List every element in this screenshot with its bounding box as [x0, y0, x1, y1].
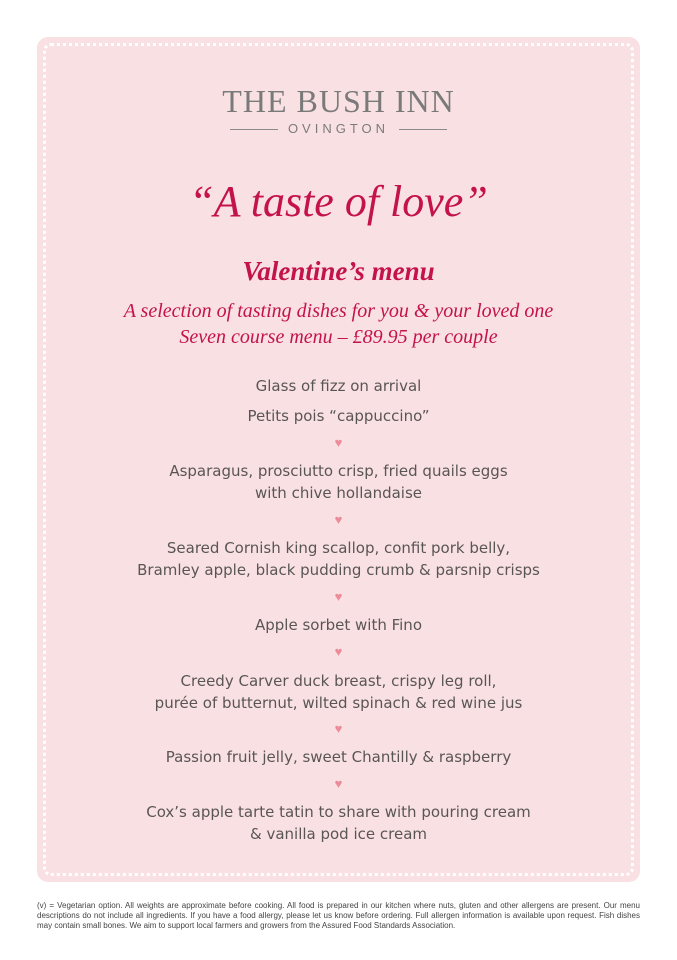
- headline: “A taste of love”: [189, 177, 488, 226]
- logo-place: OVINGTON: [287, 121, 390, 136]
- menu-item-asparagus: [37, 460, 640, 504]
- heart-icon: ♥: [334, 721, 343, 736]
- tagline-line-2: Seven course menu – £89.95 per couple: [179, 326, 498, 348]
- menu-item-line: Petits pois “cappuccino”: [247, 407, 430, 425]
- logo-rule-right: [399, 129, 447, 130]
- logo-rule-left: [230, 129, 278, 130]
- allergen-footnote: (v) = Vegetarian option. All weights are approximate before cooking. All food is prepared in our kitchen where nuts, gluten and other allergens are present. Our menu descriptions do not include all ingredients. If you have a food allergy, please let us know before ordering. Full allergen information is available upon request. Fish dishes may contain small bones. We aim to support local farmers and growers from the Assured Food Standards Association.: [37, 901, 640, 930]
- menu-item-line: Asparagus, prosciutto crisp, fried quails eggs: [169, 462, 508, 480]
- menu-item-line: Creedy Carver duck breast, crispy leg roll,: [180, 672, 497, 690]
- logo: [37, 83, 640, 137]
- menu-item-line: Glass of fizz on arrival: [255, 377, 422, 395]
- menu-item-line: purée of butternut, wilted spinach & red wine jus: [154, 694, 523, 712]
- logo-subline: [37, 121, 640, 137]
- menu-item-duck: [37, 670, 640, 714]
- logo-name: THE BUSH INN: [222, 83, 455, 119]
- menu-item-line: Passion fruit jelly, sweet Chantilly & raspberry: [165, 748, 512, 766]
- heart-icon: ♥: [334, 435, 343, 450]
- heart-icon: ♥: [334, 589, 343, 604]
- heart-icon: ♥: [334, 512, 343, 527]
- menu-item-line: with chive hollandaise: [254, 484, 423, 502]
- menu-title: Valentine’s menu: [242, 256, 435, 286]
- menu-item-line: Apple sorbet with Fino: [254, 616, 422, 634]
- tagline-line-1: A selection of tasting dishes for you & your loved one: [123, 300, 554, 322]
- menu-item-tarte-tatin: [37, 801, 640, 845]
- menu-item-line: & vanilla pod ice cream: [249, 825, 428, 843]
- menu-item-passion-fruit: [37, 746, 640, 768]
- menu-item-line: Seared Cornish king scallop, confit pork belly,: [166, 539, 511, 557]
- menu-item-fizz: [37, 375, 640, 397]
- menu-item-petits-pois: [37, 405, 640, 427]
- heart-icon: ♥: [334, 776, 343, 791]
- menu-item-sorbet: [37, 614, 640, 636]
- menu-item-scallop: [37, 537, 640, 581]
- menu-item-line: Cox’s apple tarte tatin to share with pouring cream: [146, 803, 531, 821]
- menu-item-line: Bramley apple, black pudding crumb & parsnip crisps: [137, 561, 540, 579]
- menu-card: [37, 37, 640, 882]
- heart-icon: ♥: [334, 644, 343, 659]
